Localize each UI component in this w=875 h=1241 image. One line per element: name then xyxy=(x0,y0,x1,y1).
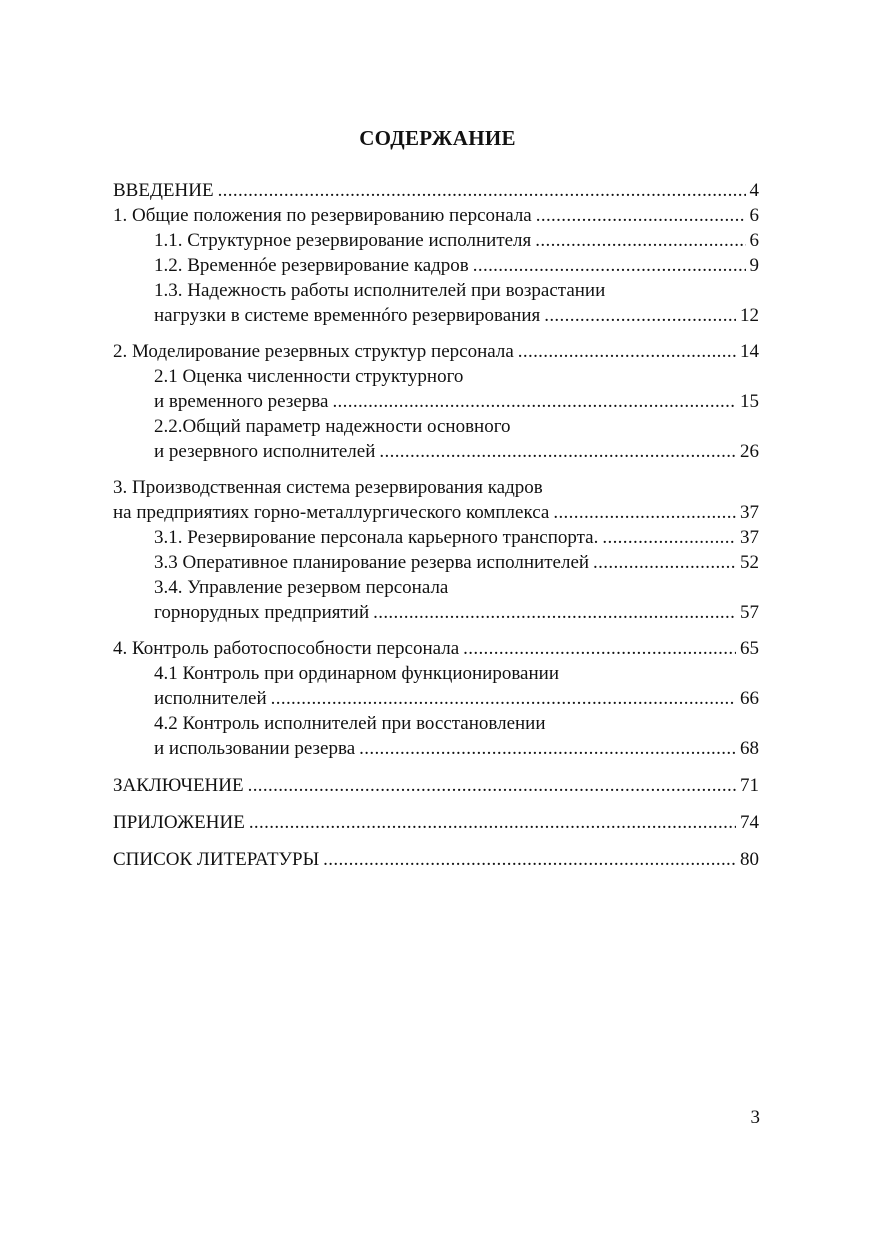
leader-dots xyxy=(473,253,746,278)
toc-entry-section-3-3[interactable] xyxy=(113,550,759,575)
leader-dots xyxy=(359,736,736,761)
toc-entry-section-4-2[interactable] xyxy=(113,711,759,761)
toc-entry-appendix[interactable] xyxy=(113,810,759,835)
leader-dots xyxy=(218,178,746,203)
toc-entry-conclusion[interactable] xyxy=(113,773,759,798)
toc-entry-label-continued: и временного резерва xyxy=(154,391,329,412)
toc-entry-section-3-1[interactable] xyxy=(113,525,759,550)
toc-entry-section-1-3[interactable] xyxy=(113,278,759,328)
leader-dots xyxy=(544,303,736,328)
toc-page-number: 52 xyxy=(740,552,759,573)
toc-entry-label-continued: на предприятиях горно-металлургического комплекса xyxy=(113,502,550,523)
toc-entry-label: СПИСОК ЛИТЕРАТУРЫ xyxy=(113,849,320,870)
toc-entry-label-continued: исполнителей xyxy=(154,688,267,709)
toc-entry-label: 4.2 Контроль исполнителей при восстановлении xyxy=(154,713,546,734)
toc-entry-label-continued: и использовании резерва xyxy=(154,738,356,759)
leader-dots xyxy=(249,810,736,835)
toc-page-number: 80 xyxy=(740,849,759,870)
page-title: СОДЕРЖАНИЕ xyxy=(359,126,516,150)
toc-page-number: 57 xyxy=(740,602,759,623)
table-of-contents xyxy=(113,178,759,872)
toc-page-number: 66 xyxy=(740,688,759,709)
toc-entry-section-3[interactable] xyxy=(113,475,759,525)
toc-page-number: 74 xyxy=(740,812,759,833)
toc-page-number: 14 xyxy=(740,341,759,362)
toc-entry-label-continued: горнорудных предприятий xyxy=(154,602,370,623)
toc-entry-label: 3.1. Резервирование персонала карьерного транспорта. xyxy=(154,527,599,548)
toc-entry-label: ЗАКЛЮЧЕНИЕ xyxy=(113,775,244,796)
toc-page-number: 4 xyxy=(749,180,759,201)
toc-entry-label: 3. Производственная система резервирования кадров xyxy=(113,477,543,498)
leader-dots xyxy=(536,203,746,228)
toc-entry-section-1[interactable] xyxy=(113,203,759,228)
toc-page-number: 26 xyxy=(740,441,759,462)
toc-entry-label: 2. Моделирование резервных структур персонала xyxy=(113,341,514,362)
toc-entry-label: 1. Общие положения по резервированию персонала xyxy=(113,205,532,226)
toc-entry-section-2-2[interactable] xyxy=(113,414,759,464)
toc-entry-section-3-4[interactable] xyxy=(113,575,759,625)
toc-entry-section-4[interactable] xyxy=(113,636,759,661)
toc-page-number: 6 xyxy=(749,205,759,226)
toc-page-number: 15 xyxy=(740,391,759,412)
toc-page-number: 9 xyxy=(749,255,759,276)
toc-page-number: 37 xyxy=(740,527,759,548)
page-number: 3 xyxy=(750,1107,760,1128)
toc-entry-references[interactable] xyxy=(113,847,759,872)
leader-dots xyxy=(463,636,736,661)
toc-page-number: 68 xyxy=(740,738,759,759)
toc-entry-label: 4.1 Контроль при ординарном функционировании xyxy=(154,663,559,684)
toc-entry-section-2-1[interactable] xyxy=(113,364,759,414)
leader-dots xyxy=(379,439,736,464)
toc-entry-label: 1.3. Надежность работы исполнителей при возрастании xyxy=(154,280,606,301)
toc-entry-label: 1.2. Временнóе резервирование кадров xyxy=(154,255,469,276)
toc-entry-label-continued: нагрузки в системе временнóго резервирования xyxy=(154,305,541,326)
toc-page-number: 12 xyxy=(740,305,759,326)
toc-entry-label: 2.1 Оценка численности структурного xyxy=(154,366,464,387)
toc-entry-section-4-1[interactable] xyxy=(113,661,759,711)
toc-entry-label: 2.2.Общий параметр надежности основного xyxy=(154,416,511,437)
toc-entry-label-continued: и резервного исполнителей xyxy=(154,441,376,462)
toc-entry-intro[interactable] xyxy=(113,178,759,203)
leader-dots xyxy=(323,847,736,872)
toc-page-number: 6 xyxy=(749,230,759,251)
toc-entry-label: ВВЕДЕНИЕ xyxy=(113,180,214,201)
leader-dots xyxy=(535,228,745,253)
toc-entry-section-1-2[interactable] xyxy=(113,253,759,278)
toc-page-number: 65 xyxy=(740,638,759,659)
toc-entry-section-2[interactable] xyxy=(113,339,759,364)
toc-entry-label: 3.3 Оперативное планирование резерва исполнителей xyxy=(154,552,590,573)
leader-dots xyxy=(271,686,736,711)
leader-dots xyxy=(602,525,736,550)
leader-dots xyxy=(373,600,736,625)
leader-dots xyxy=(332,389,736,414)
toc-entry-label: 3.4. Управление резервом персонала xyxy=(154,577,449,598)
leader-dots xyxy=(553,500,736,525)
toc-page-number: 71 xyxy=(740,775,759,796)
toc-page-number: 37 xyxy=(740,502,759,523)
toc-entry-label: 4. Контроль работоспособности персонала xyxy=(113,638,460,659)
toc-entry-label: ПРИЛОЖЕНИЕ xyxy=(113,812,245,833)
toc-entry-label: 1.1. Структурное резервирование исполнителя xyxy=(154,230,532,251)
leader-dots xyxy=(518,339,736,364)
leader-dots xyxy=(248,773,736,798)
leader-dots xyxy=(593,550,736,575)
toc-entry-section-1-1[interactable] xyxy=(113,228,759,253)
